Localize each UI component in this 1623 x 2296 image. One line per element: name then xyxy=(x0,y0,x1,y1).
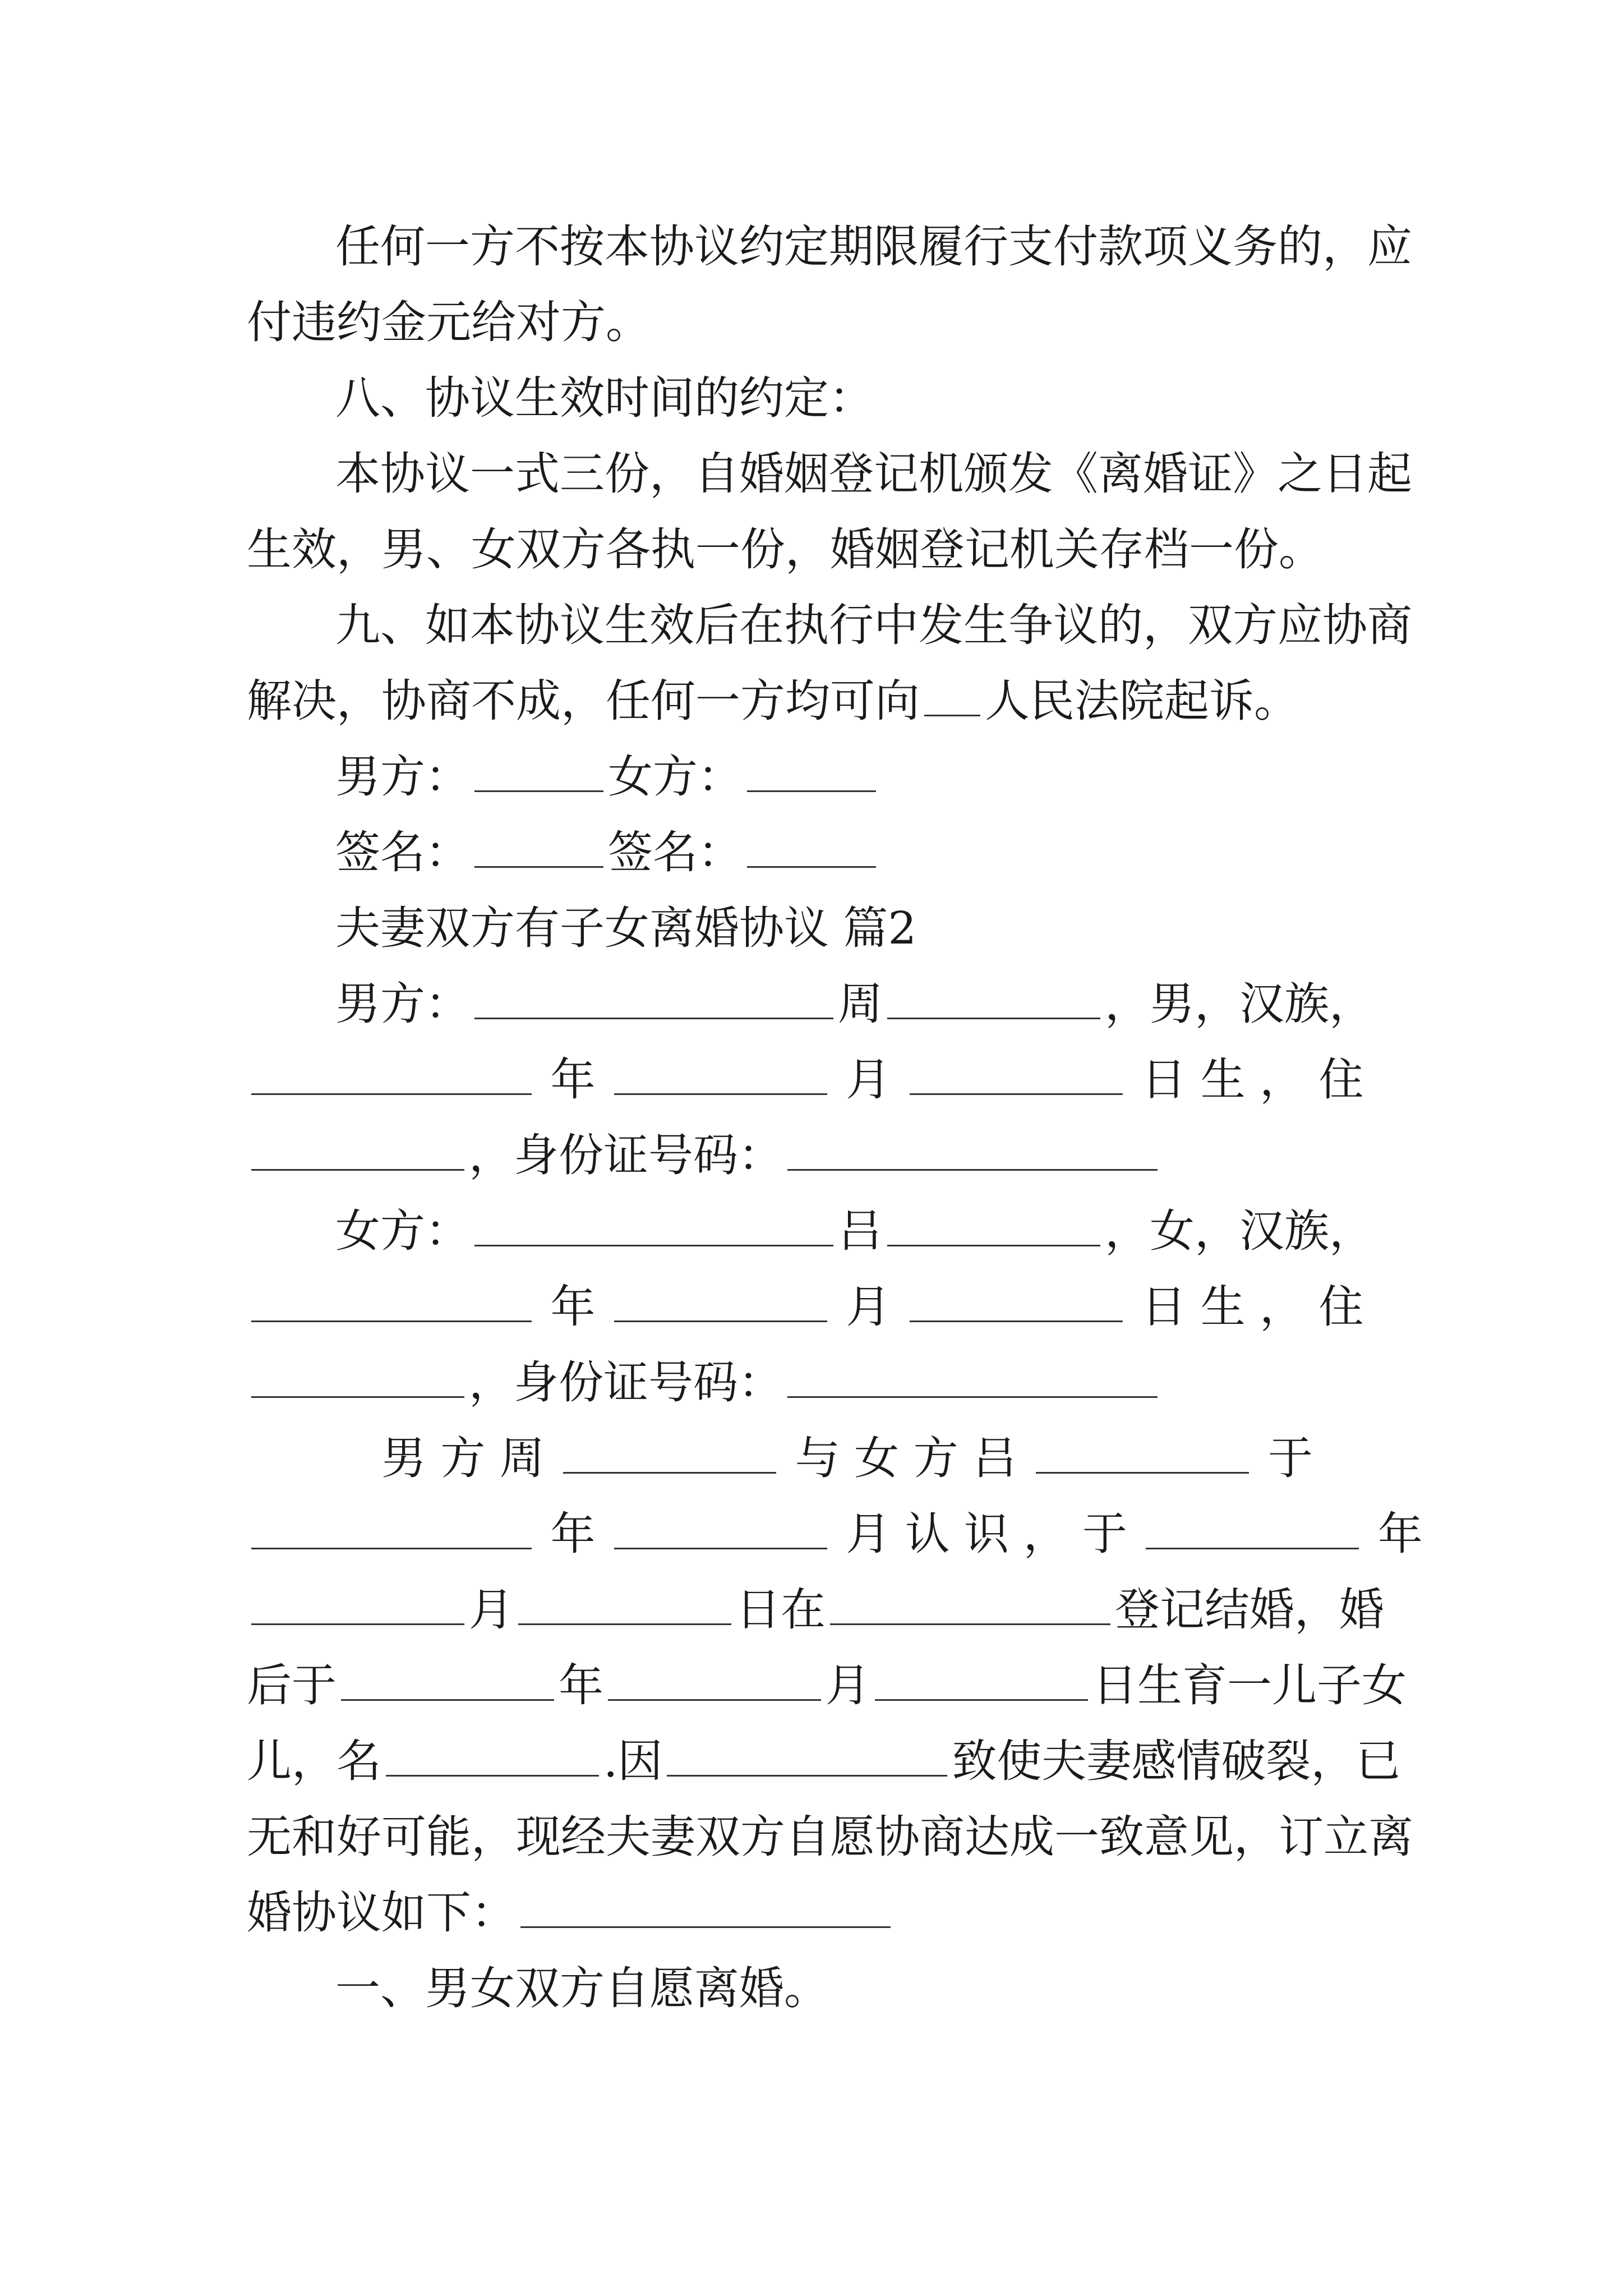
fill-in-blank[interactable] xyxy=(747,750,876,792)
paragraph-line xyxy=(247,1128,1391,1184)
text-run: 日 生 ， 住 xyxy=(1141,1281,1364,1333)
fill-in-blank[interactable] xyxy=(910,1280,1123,1322)
text-run: 人民法院起诉。 xyxy=(985,675,1299,727)
fill-in-blank[interactable] xyxy=(474,826,603,868)
paragraph-line xyxy=(247,522,1391,578)
fill-in-blank[interactable] xyxy=(251,1053,532,1095)
paragraph-line xyxy=(381,1430,1391,1487)
text-run: ，男，汉族， xyxy=(1105,978,1374,1030)
signature-line xyxy=(335,749,1391,805)
fill-in-blank[interactable] xyxy=(614,1053,827,1095)
fill-in-blank[interactable] xyxy=(924,674,980,716)
text-run: 女方： xyxy=(335,1205,470,1257)
text-run: 年 xyxy=(1377,1508,1423,1560)
paragraph-line xyxy=(247,1279,1391,1335)
fill-in-blank[interactable] xyxy=(875,1659,1088,1701)
text-run: 月 认 识 ， 于 xyxy=(846,1508,1128,1560)
text-run: 致使夫妻感情破裂，已 xyxy=(952,1735,1401,1787)
text-run: 无和好可能，现经夫妻双方自愿协商达成一致意见，订立离 xyxy=(247,1811,1413,1863)
text-run: 日生育一儿子女 xyxy=(1092,1659,1407,1711)
text-run: 年 xyxy=(550,1508,596,1560)
fill-in-blank[interactable] xyxy=(1146,1507,1359,1549)
text-run: .因 xyxy=(603,1735,663,1787)
paragraph-line xyxy=(247,295,1391,351)
fill-in-blank[interactable] xyxy=(474,750,603,792)
text-run: 签名： xyxy=(608,826,743,878)
text-run: 男 方 周 xyxy=(381,1432,545,1484)
paragraph-line xyxy=(247,1658,1407,1714)
fill-in-blank[interactable] xyxy=(1036,1432,1249,1474)
text-run: 儿，名 xyxy=(247,1735,381,1787)
fill-in-blank[interactable] xyxy=(518,1583,731,1625)
text-run: 月 xyxy=(846,1053,891,1106)
fill-in-blank[interactable] xyxy=(563,1432,776,1474)
text-run: 任何一方不按本协议约定期限履行支付款项义务的，应 xyxy=(335,220,1412,273)
text-run: 与 女 方 吕 xyxy=(795,1432,1018,1484)
fill-in-blank[interactable] xyxy=(667,1734,947,1777)
fill-in-blank[interactable] xyxy=(887,1204,1100,1246)
text-run: 生效，男、女双方各执一份，婚姻登记机关存档一份。 xyxy=(247,523,1324,576)
text-run: 日 生 ， 住 xyxy=(1141,1053,1364,1106)
paragraph-line xyxy=(247,1506,1423,1562)
fill-in-blank[interactable] xyxy=(614,1507,827,1549)
text-run: 夫妻双方有子女离婚协议 篇2 xyxy=(335,902,917,954)
text-run: ，身份证号码： xyxy=(469,1129,783,1181)
fill-in-blank[interactable] xyxy=(474,1204,833,1246)
paragraph-line xyxy=(247,1582,1391,1638)
paragraph-line xyxy=(335,597,1412,654)
paragraph-line xyxy=(247,1809,1413,1865)
text-run: 男方： xyxy=(335,751,470,803)
text-run: 登记结婚，婚 xyxy=(1115,1584,1384,1636)
text-run: 女方： xyxy=(608,751,743,803)
paragraph-line xyxy=(335,219,1412,275)
paragraph-line xyxy=(247,673,1391,729)
paragraph-line xyxy=(247,1885,1391,1941)
fill-in-blank[interactable] xyxy=(830,1583,1110,1625)
fill-in-blank[interactable] xyxy=(887,977,1100,1019)
text-run: 八、协议生效时间的约定： xyxy=(335,372,874,424)
fill-in-blank[interactable] xyxy=(341,1659,554,1701)
fill-in-blank[interactable] xyxy=(747,826,876,868)
text-run: 月 xyxy=(826,1659,870,1711)
text-run: 婚协议如下： xyxy=(247,1887,516,1939)
text-run: 月 xyxy=(846,1281,891,1333)
paragraph-line xyxy=(247,1355,1391,1411)
fill-in-blank[interactable] xyxy=(614,1280,827,1322)
text-run: 吕 xyxy=(838,1205,883,1257)
fill-in-blank[interactable] xyxy=(251,1129,464,1171)
text-run: 年 xyxy=(550,1053,596,1106)
text-run: 签名： xyxy=(335,826,470,878)
text-run: 年 xyxy=(550,1281,596,1333)
paragraph-line xyxy=(247,1052,1391,1108)
fill-in-blank[interactable] xyxy=(608,1659,821,1701)
text-run: 日在 xyxy=(736,1584,826,1636)
text-run: 九、如本协议生效后在执行中发生争议的，双方应协商 xyxy=(335,599,1412,651)
text-run: 后于 xyxy=(247,1659,336,1711)
paragraph-line xyxy=(335,446,1412,502)
paragraph-line xyxy=(335,976,1391,1032)
fill-in-blank[interactable] xyxy=(474,977,833,1019)
fill-in-blank[interactable] xyxy=(386,1734,599,1777)
text-run: ，身份证号码： xyxy=(469,1356,783,1409)
text-run: 周 xyxy=(838,978,883,1030)
text-run: 于 xyxy=(1267,1432,1313,1484)
paragraph-line xyxy=(335,1203,1391,1259)
fill-in-blank[interactable] xyxy=(251,1280,532,1322)
fill-in-blank[interactable] xyxy=(251,1356,464,1398)
text-run: 年 xyxy=(559,1659,603,1711)
fill-in-blank[interactable] xyxy=(787,1356,1158,1398)
fill-in-blank[interactable] xyxy=(251,1507,532,1549)
text-run: 男方： xyxy=(335,978,470,1030)
fill-in-blank[interactable] xyxy=(910,1053,1123,1095)
section-heading xyxy=(335,370,1391,426)
section-title xyxy=(335,900,1391,956)
text-run: 解决，协商不成，任何一方均可向 xyxy=(247,675,920,727)
signature-line xyxy=(335,825,1391,881)
fill-in-blank[interactable] xyxy=(520,1886,891,1928)
text-run: 一、男女双方自愿离婚。 xyxy=(335,1962,829,2014)
text-run: 付违约金元给对方。 xyxy=(247,296,651,348)
section-heading xyxy=(335,1961,1391,2017)
paragraph-line xyxy=(247,1733,1401,1789)
fill-in-blank[interactable] xyxy=(251,1583,464,1625)
text-run: 月 xyxy=(469,1584,514,1636)
fill-in-blank[interactable] xyxy=(787,1129,1158,1171)
text-run: ，女，汉族， xyxy=(1105,1205,1374,1257)
text-run: 本协议一式三份，自婚姻登记机颁发《离婚证》之日起 xyxy=(335,448,1412,500)
